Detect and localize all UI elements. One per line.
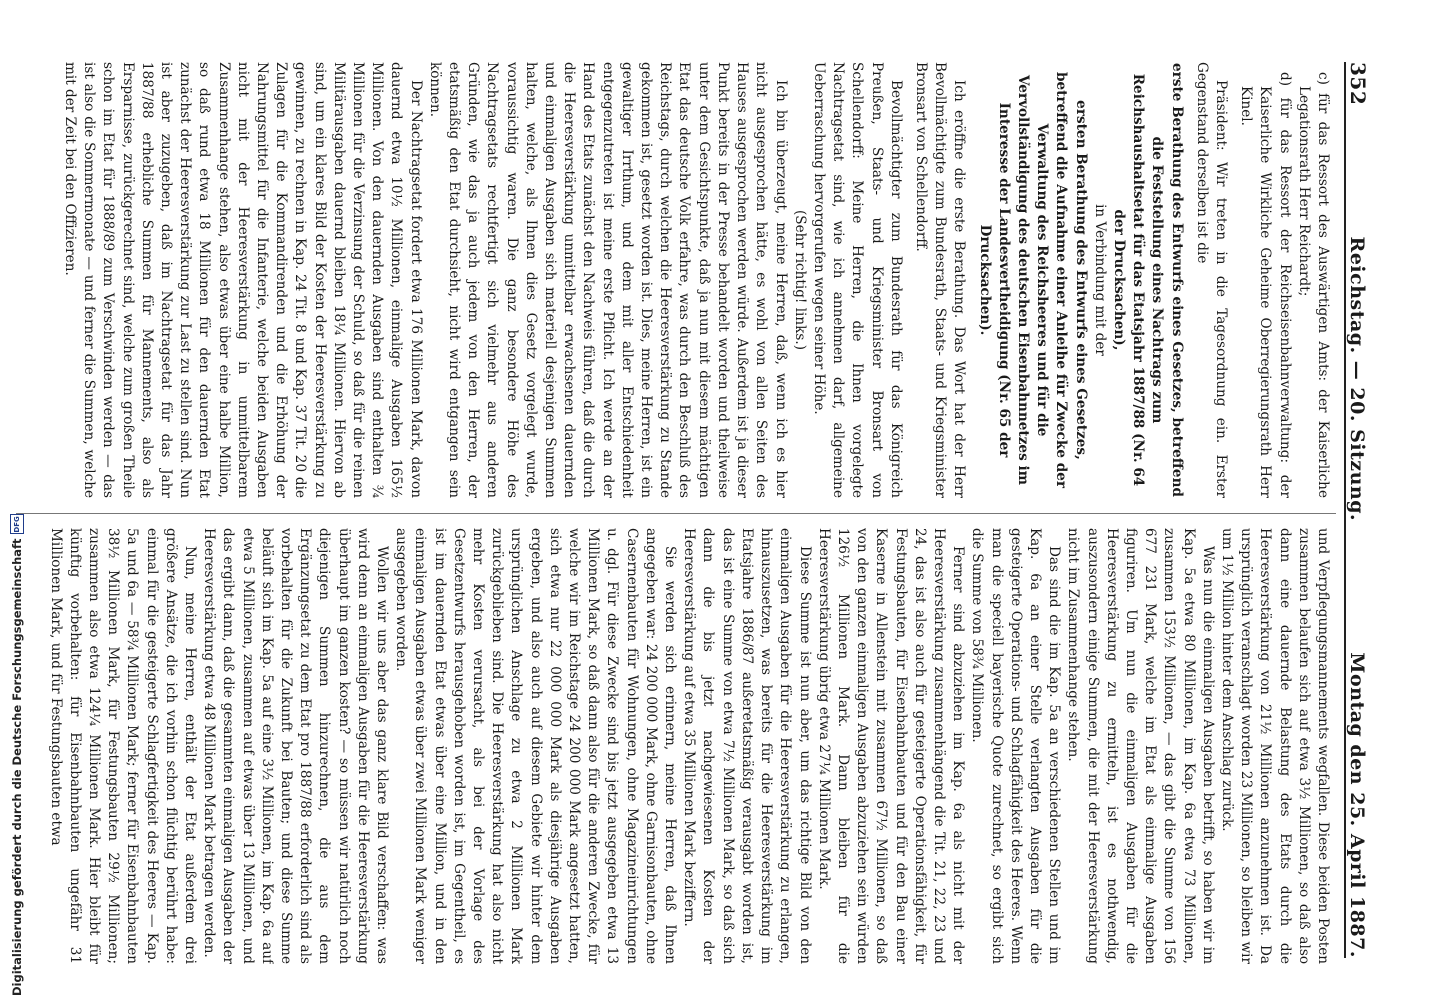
paragraph: Das sind die im Kap. 5a an verschiedenen Stellen und im Kap. 6a an einer Stelle verlangten Ausgaben für die gesteigerte Operations- und Schlagfähigkeit des Heeres. Wenn man die speciell bayerische Quote zurechnet, so ergibt sich die Summe von 58¾ Millionen. [969,528,1063,964]
digitization-credit [6,0,28,996]
paragraph: und Verpflegungsmannements wegfallen. Diese beiden Posten zusammen belaufen sich auf etwa 3½ Millionen, so daß also dann eine dauernde Belastung des Etats durch die Heeresverstärkung von 21½ Millionen anzunehmen ist. Da ursprünglich veranschlagt worden 23 Millionen, so bleiben wir um 1½ Million hinter dem Anschlag zurück. [1218,528,1331,964]
session-title: Reichstag. — 20. Sitzung. [1346,236,1368,522]
paragraph: Der Nachtragsetat fordert etwa 176 Millionen Mark, davon dauernd etwa 10½ Millionen, einmalige Ausgaben 165½ Millionen. Von den dauernden Ausgaben sind enthalten ¾ Millionen für die Verzinsung der Schuld, so daß für die reinen Militärausgaben dauernd bleiben 18¼ Millionen. Hiervon ab sind, um ein klares Bild der Kosten der Heeresverstärkung zu gewinnen, zu rechnen in Kap. 24 Tit. 8 und Kap. 37 Tit. 20 die Zulagen für die Kommandirenden und die Erhöhung der Nahrungsmittel für die Infanterie, welche beiden Ausgaben nicht mit der Heeresverstärkung in unmittelbarem Zusammenhange stehen, also etwas über eine halbe Million, so daß rund etwa 18 Millionen für den dauernden Etat zunächst der Heeresverstärkung zur Last zu stellen sind. Nun ist aber zuzugeben, daß im Nachtragsetat für das Jahr 1887/88 erhebliche Summen für Mannements, also als Ersparnisse, zurückgerechnet sind, welche zum großen Theile schon im Etat für 1888/89 zum Verschwinden werden — das ist also die Sommermonate — und ferner die Summen, welche mit der Zeit bei den Offizieren. [62,62,424,498]
paragraph: Diese Summe ist nun aber, um das richtige Bild von den einmaligen Ausgaben für die Heeresverstärkung zu erlangen, hinauszusetzen, was bereits für die Heeresverstärkung im Etatsjahre 1886/87 außeretatsmäßig verausgabt worden ist, das ist eine Summe von etwa 7½ Millionen Mark, so daß sich dann die bis jetzt nachgewiesenen Kosten der Heeresverstärkung auf etwa 35 Millionen Mark beziffern. [681,528,813,964]
session-date: Montag den 25. April 1887. [1346,652,1368,958]
paragraph: c) für das Ressort des Auswärtigen Amts: der Kaiserliche Legationsrath Herr Reichardt; [1295,72,1331,498]
paragraph: erste Berathung des Entwurfs eines Gesetzes, betreffend die Feststellung eines Nachtrags zum Reichshaushaltsetat für das Etatsjahr 1887/88 (Nr. 64 der Drucksachen), [1110,63,1185,497]
paragraph: Was nun die einmaligen Ausgaben betrifft, so haben wir im Kap. 5a etwa 80 Millionen, im Kap. 6a etwa 73 Millionen, zusammen 153½ Millionen, — das gibt die Summe von 156 677 231 Mark, welche im Etat als einmalige Ausgaben figuriren. Um nun die einmaligen Ausgaben für die Heeresverstärkung zu ermitteln, ist es nothwendig, auszusondern einige Summen, die mit der Heeresverstärkung nicht im Zusammenhange stehen. [1065,528,1216,964]
right-column [14,528,1332,964]
paragraph: in Verbindung mit der [1091,204,1108,356]
page-number: 352 [1346,62,1370,106]
paragraph: (Sehr richtig! links.) [791,209,808,351]
dfg-logo-icon: DFG [10,514,24,534]
paragraph: Nun, meine Herren, enthält der Etat außerdem drei größere Ansätze, die ich vorhin schon flüchtig berührt habe: einmal für die gesteigerte Schlagfertigkeit des Heeres — Kap. 5a und 6a — 58¾ Millionen Mark; ferner für Eisenbahnbauten 38½ Millionen Mark, für Festungsbauten 29½ Millionen; zusammen also etwa 124¼ Millionen Mark. Hier bleibt für künftig vorbehalten: für Eisenbahnbauten ungefähr 31 Millionen Mark, und für Festungsbauten etwa [47,528,199,964]
page-header [1346,62,1392,958]
paragraph: Sie werden sich erinnern, meine Herren, daß Ihnen angegeben war: 24 200 000 Mark, ohne Garnisonbauten, ohne Casernenbauten für Wohnungen, ohne Magazineinrichtungen u. dgl. Für diese Zwecke sind bis jetzt ausgegeben etwa 13 Millionen Mark, so daß dann also für die anderen Zwecke, für welche wir im Reichstage 24 200 000 Mark angesetzt hatten, sich etwa nur 22 000 000 Mark als diesjährige Ausgaben ergeben, und also auch auf diesem Gebiete wir hinter dem ursprünglichen Anschlage zu etwa 2 Millionen Mark zurückgeblieben sind. Die Heeresverstärkung hat also nicht mehr Kosten verursacht, als bei der Vorlage des Gesetzentwurfs herausgehoben worden ist, im Gegentheil, es ist im dauernden Etat etwas über eine Million, und in den einmaligen Ausgaben etwas über zwei Millionen Mark weniger ausgegeben worden. [393,528,679,964]
paragraph: Bevollmächtigter zum Bundesrath für das Königreich Preußen, Staats- und Kriegsminister Bronsart von Schellendorff: Meine Herren, die Ihnen vorgelegte Nachtragsetat sind, wie ich annehmen darf, allgemeine Ueberraschung hervorgerufen wegen seiner Höhe. [810,62,904,498]
paragraph: ersten Berathung des Entwurfs eines Gesetzes, betreffend die Aufnahme einer Anleihe für Zwecke der Verwaltung des Reichsheeres und für die Vervollständigung des deutschen Eisenbahnnetzes im Interesse der Landesvertheidigung (Nr. 65 der Drucksachen). [976,71,1089,489]
paragraph: Ich eröffne die erste Berathung. Das Wort hat der Herr Bevollmächtigte zum Bundesrath, Staats- und Kriegsminister Bronsart von Schellendorff. [912,62,968,498]
credit-text: Digitalisierung gefördert durch die Deutsche Forschungsgemeinschaft [10,538,24,996]
column-divider [16,513,1336,514]
paragraph: Präsident: Wir treten in die Tagesordnung ein. Erster Gegenstand derselben ist die [1193,62,1229,498]
paragraph: Wollen wir uns aber das ganz klare Bild verschaffen: was wird denn an einmaligen Ausgaben für die Heeresverstärkung überhaupt im ganzen kosten? — so müssen wir natürlich noch diejenigen Summen hinzurechnen, die aus dem Ergänzungsetat zu dem Etat pro 1887/88 erforderlich sind als vorbehalten für die Zukunft bei Bauten; und diese Summe beläuft sich im Kap. 5a auf eine 3½ Millionen, im Kap. 6a auf etwa 5 Millionen, zusammen auf etwas über 13 Millionen, und das ergibt dann, daß die gesammten einmaligen Ausgaben der Heeresverstärkung etwa 48 Millionen Mark betragen werden. [201,528,391,964]
paragraph: Ferner sind abzuziehen im Kap. 6a als nicht mit der Heeresverstärkung zusammenhängend die Tit. 21, 22, 23 und 24, das ist also auch für gesteigerte Operationsfähigkeit, für Festungsbauten, für Eisenbahnbauten und für den Bau einer Kaserne in Allenstein mit zusammen 67½ Millionen, so daß von den ganzen einmaligen Ausgaben abzuziehen sein würden 126½ Millionen Mark. Dann bleiben für die Heeresverstärkung übrig etwa 27¼ Millionen Mark. [815,528,967,964]
paragraph: d) für das Ressort der Reichseisenbahnverwaltung: der Kaiserliche Wirkliche Geheime Oberregierungsrath Herr Kinel. [1238,72,1293,498]
left-column [14,62,1332,498]
header-rule [1344,62,1346,958]
paragraph: Ich bin überzeugt, meine Herren, daß, wenn ich es hier nicht ausgesprochen hätte, es wohl von allen Seiten des Hauses ausgesprochen werden würde. Außerdem ist ja dieser Punkt bereits in der Presse behandelt worden und theilweise unter dem Gesichtspunkte, daß ja nun mit diesem mächtigen Etat das deutsche Volk erfahre, was durch den Beschluß des Reichstags, durch welchen die Heeresverstärkung zu Stande gekommen ist, gesetzt worden ist. Dies, meine Herren, ist ein gewaltiger Irrthum, und dem mit aller Entschiedenheit entgegenzutreten ist meine erste Pflicht. Ich werde an der Hand des Etats zunächst den Nachweis führen, daß die durch die Heeresverstärkung unmittelbar erwachsenen dauernden und einmaligen Ausgaben sich materiell desjenigen Summen halten, welche, als Ihnen dies Gesetz vorgelegt wurde, voraussichtig waren. Die ganz besondere Höhe des Nachtragsetats rechtfertigt sich vielmehr aus anderen Gründen, wie das ja auch jedem von den Herren, der etatsmäßig den Etat durchsieht, nicht wird entgangen sein können. [426,62,789,498]
